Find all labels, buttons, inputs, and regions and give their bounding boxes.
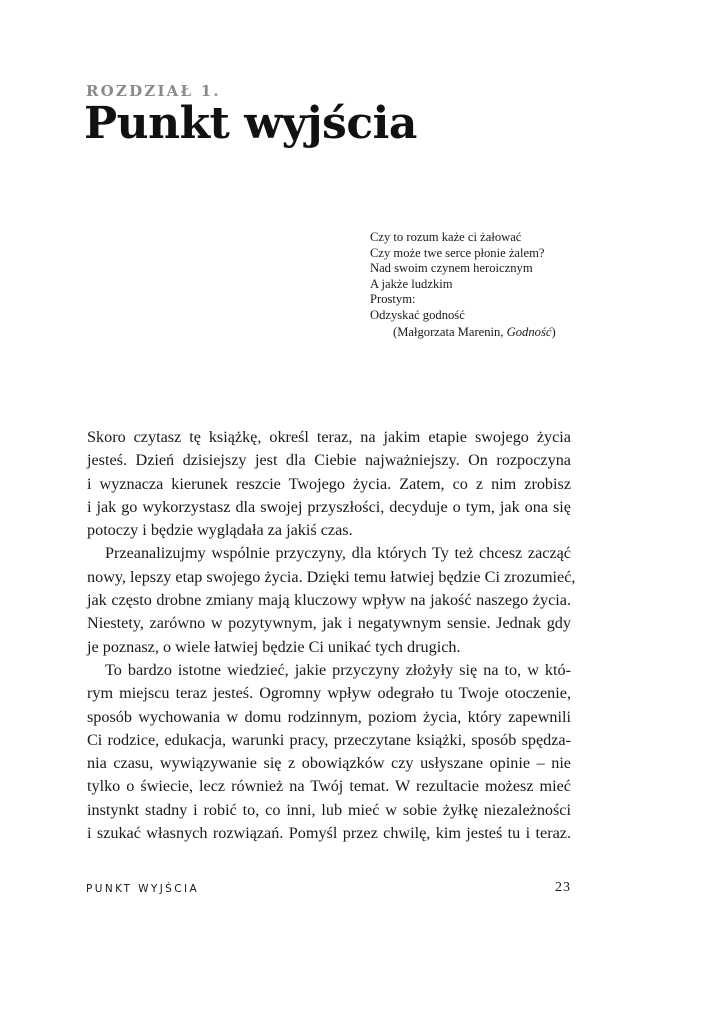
chapter-label: ROZDZIAŁ 1. — [86, 82, 221, 100]
epigraph-line: Czy to rozum każe ci żałować — [370, 230, 522, 244]
paragraph-line: potoczy i będzie wyglądała za jakiś czas. — [87, 521, 353, 540]
paragraph-line: tylko o świecie, lecz również na Twój temat. W rezultacie możesz mieć — [87, 777, 571, 796]
paragraph-line: jak często drobne zmiany mają kluczowy wpływ na jakość naszego życia. — [87, 591, 571, 610]
paragraph-line: nia czasu, wywiązywanie się z obowiązków czy usłyszane opinie – nie — [87, 754, 571, 773]
attribution-close: ) — [551, 324, 556, 339]
paragraph-line: i jak go wykorzystasz dla swojej przyszłości, decyduje o tym, jak ona się — [87, 497, 571, 516]
epigraph-line: Prostym: — [370, 292, 416, 307]
attribution-author: (Małgorzata Marenin, — [393, 324, 507, 339]
paragraph-line: Skoro czytasz tę książkę, określ teraz, na jakim etapie swojego życia — [87, 428, 571, 446]
running-footer-title: PUNKT WYJŚCIA — [86, 883, 200, 895]
paragraph-line: jesteś. Dzień dzisiejszy jest dla Ciebie najważniejszy. On rozpoczyna — [87, 451, 571, 470]
epigraph-line: A jakże ludzkim — [370, 276, 453, 291]
attribution-work-title: Godność — [506, 324, 552, 339]
epigraph-line: Nad swoim czynem heroicznym — [370, 261, 533, 276]
paragraph-line: instynkt stadny i robić to, co inni, lub mieć w sobie żyłkę niezależności — [87, 800, 571, 819]
paragraph-line: sposób wychowania w domu rodzinnym, poziom życia, który zapewnili — [87, 707, 571, 726]
paragraph-line: Ci rodzice, edukacja, warunki pracy, przeczytane książki, sposób spędza- — [87, 730, 571, 749]
paragraph-line: i szukać własnych rozwiązań. Pomyśl przez chwilę, kim jesteś tu i teraz. — [87, 824, 571, 843]
chapter-title: Punkt wyjścia — [84, 98, 417, 149]
epigraph-line: Odzyskać godność — [370, 307, 465, 322]
epigraph-line: Czy może twe serce płonie żalem? — [370, 245, 545, 260]
paragraph-line: i wyznacza kierunek reszcie Twojego życia. Zatem, co z nim zrobisz — [87, 474, 571, 493]
epigraph — [370, 230, 580, 340]
paragraph-line: rym miejscu teraz jesteś. Ogromny wpływ odegrało tu Twoje otoczenie, — [87, 684, 571, 703]
paragraph-line: Niestety, zarówno w pozytywnym, jak i negatywnym sensie. Jednak gdy — [87, 614, 571, 633]
page-number: 23 — [555, 880, 571, 895]
paragraph-line: je poznasz, o wiele łatwiej będzie Ci unikać tych drugich. — [87, 637, 461, 656]
body-text — [87, 426, 576, 845]
paragraph-line: Przeanalizujmy wspólnie przyczyny, dla których Ty też chcesz zacząć — [105, 544, 571, 563]
epigraph-attribution — [370, 325, 580, 341]
paragraph-line: nowy, lepszy etap swojego życia. Dzięki temu łatwiej będzie Ci zrozumieć, — [87, 567, 576, 586]
paragraph-line: To bardzo istotne wiedzieć, jakie przyczyny złożyły się na to, w któ- — [105, 660, 571, 679]
